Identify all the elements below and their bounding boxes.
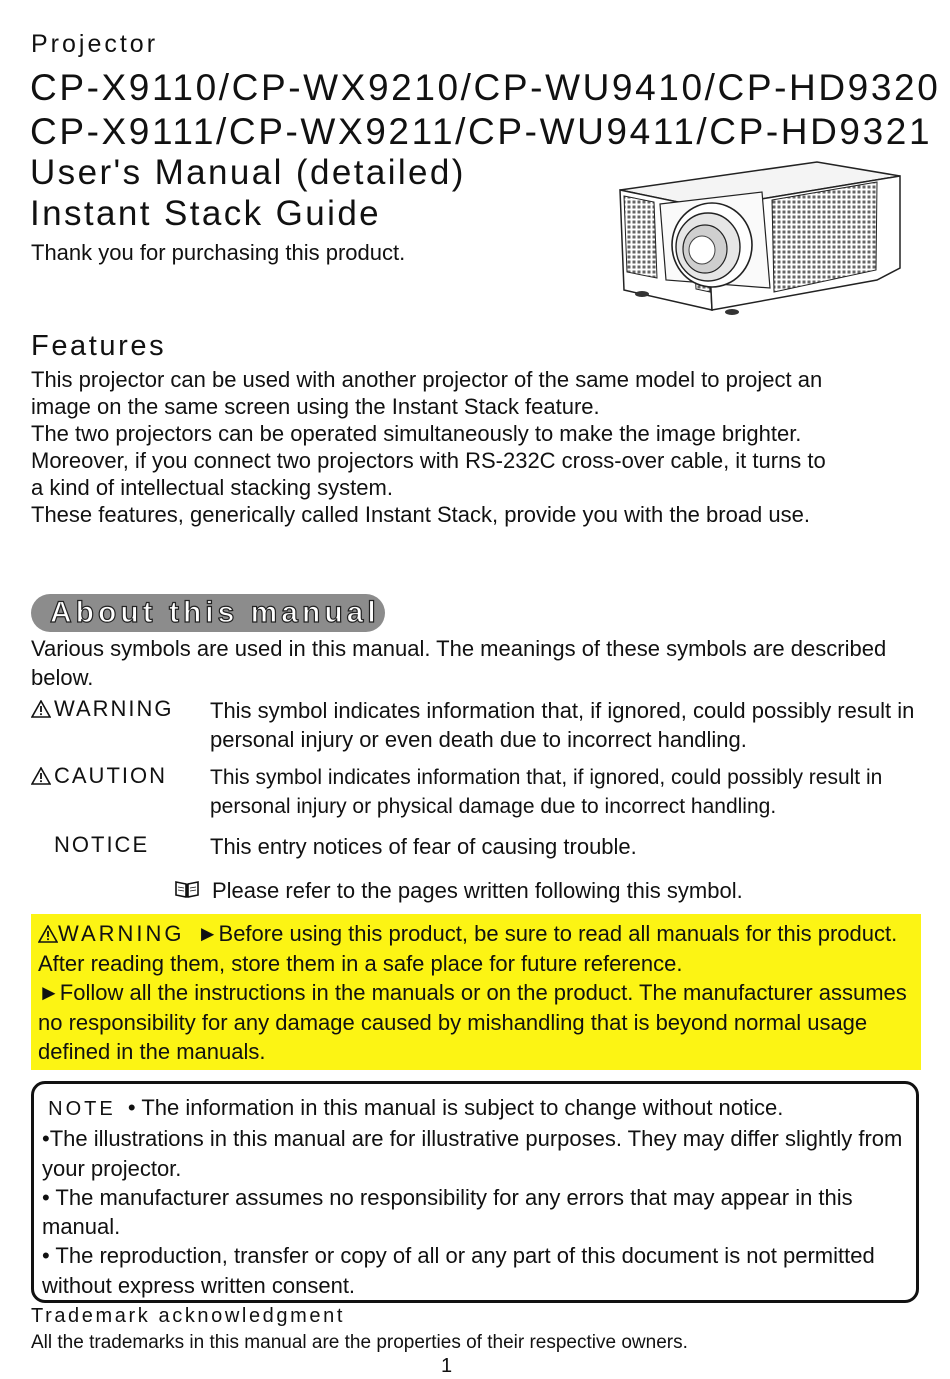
note-item: •The illustrations in this manual are for illustrative purposes. They may differ slightly from your projector. bbox=[42, 1126, 903, 1181]
note-item: • The information in this manual is subject to change without notice. bbox=[127, 1095, 784, 1120]
model-line-2: CP-X9111/CP-WX9211/CP-WU9411/CP-HD9321 bbox=[30, 111, 933, 152]
page-number: 1 bbox=[441, 1355, 453, 1377]
symbol-label: CAUTION bbox=[54, 763, 167, 788]
features-line: Moreover, if you connect two projectors with RS-232C cross-over cable, it turns to bbox=[31, 448, 826, 473]
projector-illustration bbox=[612, 160, 902, 320]
note-item: • The reproduction, transfer or copy of all or any part of this document is not permitted without express written consent. bbox=[42, 1243, 875, 1298]
warning-box-label: WARNING bbox=[58, 921, 185, 946]
book-icon bbox=[174, 879, 200, 899]
trademark-text: All the trademarks in this manual are the properties of their respective owners. bbox=[31, 1332, 688, 1353]
model-line-1: CP-X9110/CP-WX9210/CP-WU9410/CP-HD9320 bbox=[30, 67, 941, 108]
warning-triangle-icon bbox=[38, 925, 58, 943]
document-subtitle: Instant Stack Guide bbox=[30, 194, 382, 233]
features-line: image on the same screen using the Instant Stack feature. bbox=[31, 394, 600, 419]
warning-box bbox=[31, 914, 921, 1070]
symbol-description: Please refer to the pages written following this symbol. bbox=[212, 878, 743, 903]
symbol-label: NOTICE bbox=[54, 832, 150, 857]
document-category: Projector bbox=[31, 30, 159, 58]
about-heading: About this manual bbox=[50, 596, 380, 629]
features-line: The two projectors can be operated simultaneously to make the image brighter. bbox=[31, 421, 802, 446]
warning-box-text-2: ►Follow all the instructions in the manuals or on the product. The manufacturer assumes no responsibility for any damage caused by mishandling that is beyond normal usage defined in the manuals. bbox=[38, 980, 907, 1064]
trademark-heading: Trademark acknowledgment bbox=[31, 1305, 345, 1327]
about-intro: Various symbols are used in this manual. The meanings of these symbols are described below. bbox=[31, 636, 887, 690]
note-box bbox=[31, 1081, 919, 1303]
thanks-text: Thank you for purchasing this product. bbox=[31, 240, 406, 265]
warning-triangle-icon bbox=[31, 700, 51, 718]
features-line: These features, generically called Instant Stack, provide you with the broad use. bbox=[31, 502, 810, 527]
document-title: User's Manual (detailed) bbox=[30, 153, 466, 192]
warning-box-text-1: ►Before using this product, be sure to read all manuals for this product. After reading them, store them in a safe place for future reference. bbox=[38, 921, 898, 976]
symbol-description: This entry notices of fear of causing trouble. bbox=[210, 834, 637, 859]
note-label: NOTE bbox=[48, 1098, 116, 1120]
note-item: • The manufacturer assumes no responsibility for any errors that may appear in this manual. bbox=[42, 1184, 853, 1240]
features-line: This projector can be used with another projector of the same model to project an bbox=[31, 367, 823, 392]
features-heading: Features bbox=[31, 330, 167, 362]
warning-triangle-icon bbox=[31, 767, 51, 785]
features-line: a kind of intellectual stacking system. bbox=[31, 475, 393, 500]
symbol-label: WARNING bbox=[54, 696, 174, 721]
symbol-description: This symbol indicates information that, if ignored, could possibly result in personal injury or even death due to incorrect handling. bbox=[210, 698, 915, 752]
symbol-description: This symbol indicates information that, if ignored, could possibly result in personal injury or physical damage due to incorrect handling. bbox=[210, 766, 883, 818]
features-body bbox=[31, 366, 931, 528]
